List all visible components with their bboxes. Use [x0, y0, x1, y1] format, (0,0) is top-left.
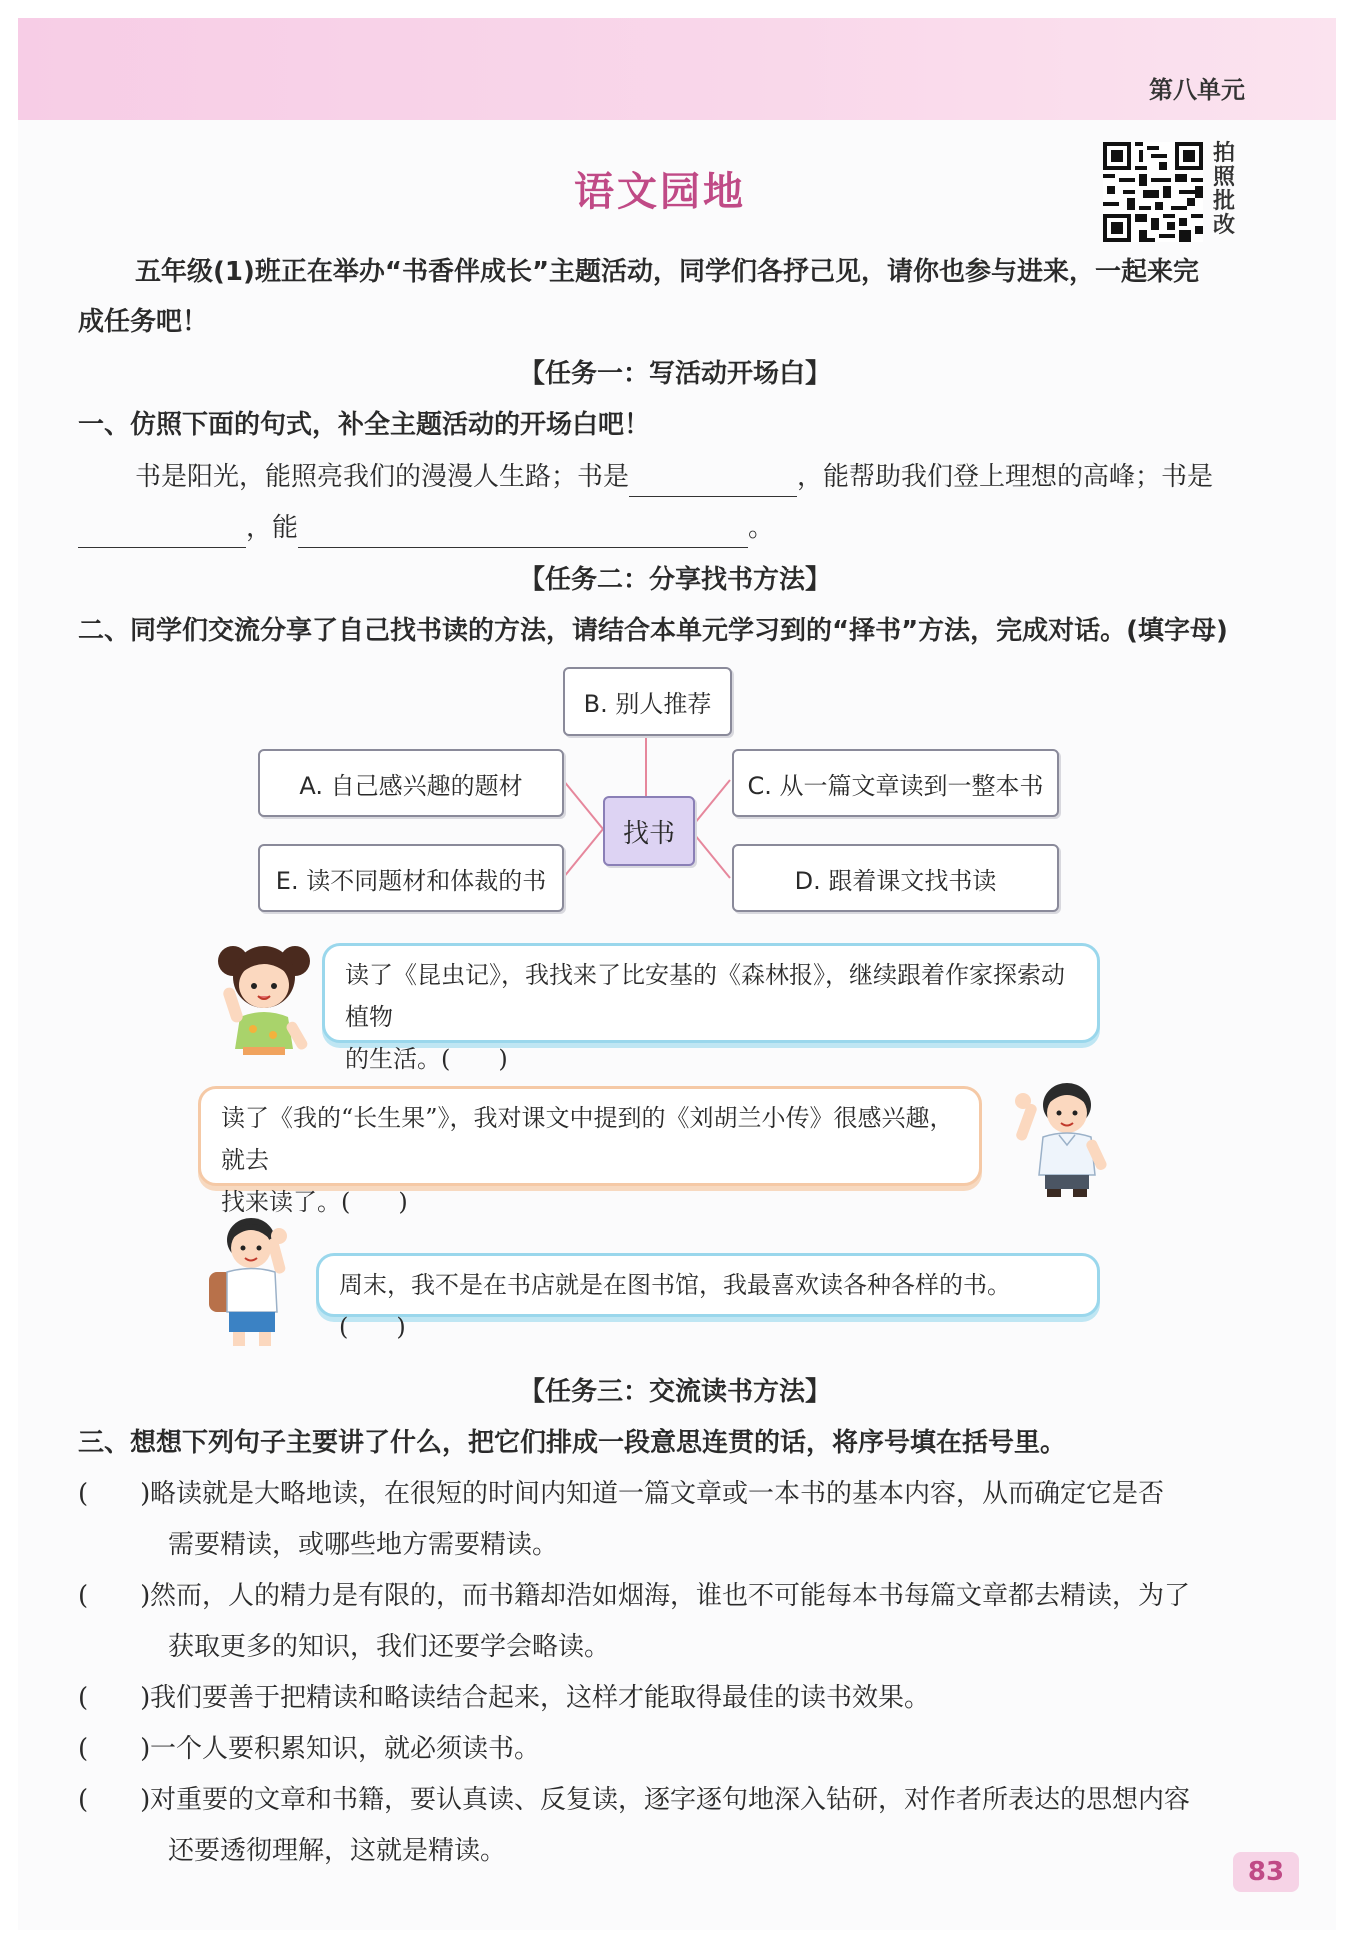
dialog-1-line-1: 读了《昆虫记》，我找来了比安基的《森林报》，继续跟着作家探索动植物 [345, 961, 1065, 1031]
order-paren-1[interactable]: ( ) [78, 1479, 151, 1509]
unit-label: 第八单元 [1149, 76, 1245, 104]
method-node-a: A. 自己感兴趣的题材 [258, 749, 564, 817]
intro-line-1: 五年级(1)班正在举办“书香伴成长”主题活动，同学们各抒己见，请你也参与进来，一起来完 [135, 257, 1200, 287]
task3-question: 三、想想下列句子主要讲了什么，把它们排成一段意思连贯的话，将序号填在括号里。 [78, 1428, 1067, 1458]
order-item-2-line-1: 然而，人的精力是有限的，而书籍却浩如烟海，谁也不可能每本书每篇文章都去精读，为了 [150, 1581, 1191, 1611]
dialog-bubble-1 [322, 943, 1100, 1073]
order-paren-3[interactable]: ( ) [78, 1683, 151, 1713]
page-title: 语文园地 [574, 169, 746, 215]
task1-text-a: 书是阳光，能照亮我们的漫漫人生路；书是 [135, 462, 630, 492]
method-node-d: D. 跟着课文找书读 [732, 844, 1059, 912]
dialog-3-line-1[interactable]: 周末，我不是在书店就是在图书馆，我最喜欢读各种各样的书。( ) [339, 1271, 1011, 1341]
method-node-c: C. 从一篇文章读到一整本书 [732, 749, 1059, 817]
order-item-5-line-2: 还要透彻理解，这就是精读。 [168, 1836, 507, 1866]
dialog-bubble-3 [316, 1253, 1100, 1341]
task1-heading: 【任务一：写活动开场白】 [518, 359, 831, 389]
dialog-1-line-2[interactable]: 的生活。( ) [345, 1045, 508, 1073]
intro-line-2: 成任务吧！ [78, 307, 209, 337]
order-item-1-line-1: 略读就是大略地读，在很短的时间内知道一篇文章或一本书的基本内容，从而确定它是否 [150, 1479, 1165, 1509]
order-item-2-line-2: 获取更多的知识，我们还要学会略读。 [168, 1632, 611, 1662]
order-paren-4[interactable]: ( ) [78, 1734, 151, 1764]
boy-avatar-backpack [205, 1210, 295, 1350]
girl-avatar [205, 935, 323, 1057]
order-item-1-line-2: 需要精读，或哪些地方需要精读。 [168, 1530, 559, 1560]
boy-avatar-waving [1013, 1075, 1119, 1200]
order-paren-5[interactable]: ( ) [78, 1785, 151, 1815]
task1-text-d: 。 [748, 513, 775, 543]
order-item-3-line-1: 我们要善于把精读和略读结合起来，这样才能取得最佳的读书效果。 [150, 1683, 931, 1713]
dialog-2-line-2[interactable]: 找来读了。( ) [221, 1188, 408, 1216]
dialog-bubble-2 [198, 1086, 982, 1216]
order-paren-2[interactable]: ( ) [78, 1581, 151, 1611]
mind-map-center: 找书 [603, 796, 695, 866]
order-item-5-line-1: 对重要的文章和书籍，要认真读、反复读，逐字逐句地深入钻研，对作者所表达的思想内容 [150, 1785, 1191, 1815]
method-node-b: B. 别人推荐 [563, 667, 732, 736]
task1-text-b: ，能帮助我们登上理想的高峰；书是 [797, 462, 1214, 492]
task1-question: 一、仿照下面的句式，补全主题活动的开场白吧！ [78, 410, 651, 440]
order-item-4-line-1: 一个人要积累知识，就必须读书。 [150, 1734, 541, 1764]
task3-heading: 【任务三：交流读书方法】 [518, 1377, 831, 1407]
task2-question: 二、同学们交流分享了自己找书读的方法，请结合本单元学习到的“择书”方法，完成对话。(填字母) [78, 616, 1228, 646]
qr-caption: 拍照批改 [1213, 141, 1236, 238]
page-number: 83 [1233, 1852, 1299, 1892]
dialog-2-line-1: 读了《我的“长生果”》，我对课文中提到的《刘胡兰小传》很感兴趣，就去 [221, 1104, 954, 1174]
method-node-e: E. 读不同题材和体裁的书 [258, 844, 564, 912]
task2-heading: 【任务二：分享找书方法】 [518, 565, 831, 595]
task1-text-c: ，能 [246, 513, 299, 543]
